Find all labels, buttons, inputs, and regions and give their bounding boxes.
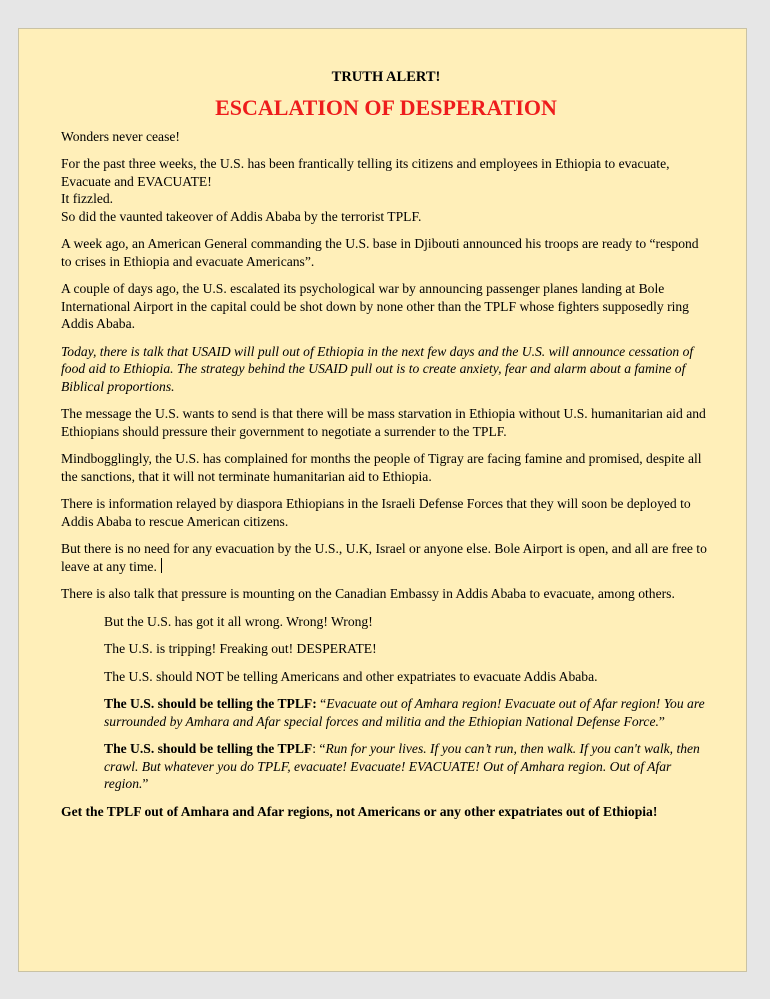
paragraph-9-text: But there is no need for any evacuation by the U.S., U.K, Israel or anyone else. Bole Airport is open, and all are free to leave at any time. xyxy=(61,541,707,574)
paragraph-3: A week ago, an American General commanding the U.S. base in Djibouti announced his troops are ready to “respond to crises in Ethiopia and evacuate Americans”. xyxy=(61,236,699,269)
paragraph-2b: It fizzled. xyxy=(61,191,114,206)
quote-2-close: ” xyxy=(142,776,149,791)
quote-1-text: Evacuate out of Amhara region! Evacuate out of Afar region! You are surrounded by Amhara and Afar special forces and militia and the Ethiopian National Defense Force. xyxy=(104,696,705,729)
paragraph-9 xyxy=(61,540,711,575)
quote-1-close: ” xyxy=(658,713,665,729)
quote-2-open: : “ xyxy=(312,741,326,756)
document-body[interactable] xyxy=(61,69,711,830)
indented-line-2: The U.S. is tripping! Freaking out! DESPERATE! xyxy=(104,641,377,656)
indented-line-3: The U.S. should NOT be telling Americans and other expatriates to evacuate Addis Ababa. xyxy=(104,668,598,684)
paragraph-8: There is information relayed by diaspora Ethiopians in the Israeli Defense Forces that they will soon be deployed to Addis Ababa to rescue American citizens. xyxy=(61,496,691,529)
quote-1-lead: The U.S. should be telling the TPLF: xyxy=(104,696,317,711)
quote-2-text: Run for your lives. If you can’t run, then walk. If you can't walk, then crawl. But whatever you do TPLF, evacuate! Evacuate! EVACUATE! Out of Amhara region. Out of Afar region. xyxy=(104,741,700,791)
quote-1-open: “ xyxy=(316,696,327,711)
paragraph-4: A couple of days ago, the U.S. escalated its psychological war by announcing passenger planes landing at Bole International Airport in the capital could be shot down by none other than the TPLF whose fighters supposedly ring Addis Ababa. xyxy=(61,281,689,331)
paragraph-10: There is also talk that pressure is mounting on the Canadian Embassy in Addis Ababa to evacuate, among others. xyxy=(61,586,675,601)
text-cursor xyxy=(161,558,162,573)
closing-statement: Get the TPLF out of Amhara and Afar regions, not Americans or any other expatriates out of Ethiopia! xyxy=(61,803,658,819)
indented-line-1: But the U.S. has got it all wrong. Wrong! Wrong! xyxy=(104,613,373,629)
indented-quote-1 xyxy=(104,695,711,730)
alert-title: TRUTH ALERT! xyxy=(331,69,441,85)
indented-quote-2 xyxy=(104,740,711,793)
paragraph-6: The message the U.S. wants to send is that there will be mass starvation in Ethiopia without U.S. humanitarian aid and Ethiopians should pressure their government to negotiate a surrender to the TPLF. xyxy=(61,406,706,439)
paragraph-2a: For the past three weeks, the U.S. has been frantically telling its citizens and employees in Ethiopia to evacuate, Evacuate and EVACUATE! xyxy=(61,156,670,189)
document-page xyxy=(18,28,747,972)
paragraph-7: Mindbogglingly, the U.S. has complained for months the people of Tigray are facing famine and promised, despite all the sanctions, that it will not terminate humanitarian aid to Ethiopia. xyxy=(61,451,702,484)
paragraph-5: Today, there is talk that USAID will pull out of Ethiopia in the next few days and the U.S. will announce cessation of food aid to Ethiopia. The strategy behind the USAID pull out is to create anxiety, fear and alarm about a famine of Biblical proportions. xyxy=(61,343,694,394)
quote-2-lead: The U.S. should be telling the TPLF xyxy=(104,741,313,756)
headline: ESCALATION OF DESPERATION xyxy=(215,94,557,120)
paragraph-1: Wonders never cease! xyxy=(61,128,180,144)
paragraph-2c: So did the vaunted takeover of Addis Ababa by the terrorist TPLF. xyxy=(61,208,422,224)
